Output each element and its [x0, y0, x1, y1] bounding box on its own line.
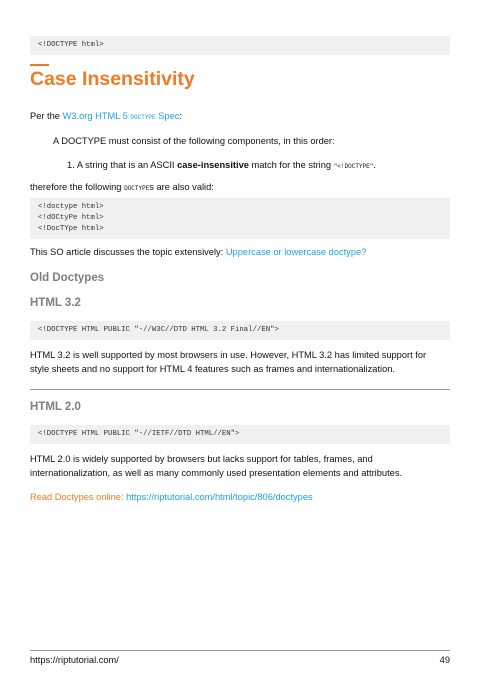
- spec-link-mono: DOCTYPE: [130, 114, 156, 121]
- so-article-paragraph: [30, 246, 366, 258]
- old-doctypes-heading: Old Doctypes: [30, 272, 105, 284]
- html32-line-1: HTML 3.2 is well supported by most browsers in use. However, HTML 3.2 has limited support for: [30, 350, 427, 360]
- code-line: <!DOCTYPE html>: [38, 41, 104, 49]
- page-number: 49: [439, 655, 450, 665]
- so-article-link[interactable]: Uppercase or lowercase doctype?: [225, 247, 367, 257]
- footer-divider: [30, 650, 450, 651]
- spec-link-text: W3.org HTML 5: [62, 111, 131, 121]
- html20-heading: HTML 2.0: [30, 401, 81, 413]
- read-online-label: Read Doctypes online:: [30, 492, 127, 502]
- html32-heading: HTML 3.2: [30, 297, 81, 309]
- spec-link-text-2: Spec: [155, 111, 180, 121]
- footer-url: https://riptutorial.com/: [30, 655, 119, 665]
- read-online-link[interactable]: https://riptutorial.com/html/topic/806/doctypes: [126, 492, 313, 502]
- so-article-text: This SO article discusses the topic extensively:: [30, 247, 226, 257]
- list-code: "<!DOCTYPE": [333, 163, 374, 170]
- spec-link[interactable]: [62, 111, 183, 121]
- code-line: <!DOCTYPE HTML PUBLIC "-//W3C//DTD HTML 3.2 Final//EN">: [38, 326, 279, 334]
- therefore-code: DOCTYPE: [124, 185, 150, 192]
- intro-suffix: :: [179, 111, 183, 121]
- intro-prefix: Per the: [30, 111, 63, 121]
- html20-line-1: HTML 2.0 is widely supported by browsers but lacks support for tables, frames, and: [30, 454, 373, 464]
- therefore-text: therefore the following: [30, 182, 125, 192]
- list-bold: case-insensitive: [177, 160, 249, 170]
- intro-paragraph: [30, 110, 182, 124]
- html32-code-block: [30, 321, 450, 340]
- html20-line-2: internationalization, as well as many commonly used presentation elements and attributes.: [30, 468, 403, 478]
- section-divider: [30, 389, 450, 390]
- heading-accent-bar: [30, 64, 49, 66]
- html20-code-block: [30, 425, 450, 444]
- therefore-text-2: s are also valid:: [149, 182, 214, 192]
- doctype-examples-code-block: [30, 198, 450, 239]
- list-number: 1.: [67, 160, 75, 170]
- list-text-3: .: [373, 160, 376, 170]
- read-online-line: [30, 491, 313, 503]
- list-text-2: match for the string: [248, 160, 334, 170]
- code-line: <!DocTYpe html>: [38, 225, 104, 233]
- list-item: [67, 159, 376, 173]
- page-title: Case Insensitivity: [30, 68, 195, 90]
- therefore-paragraph: [30, 181, 214, 195]
- code-line: <!DOCTYPE HTML PUBLIC "-//IETF//DTD HTML//EN">: [38, 430, 240, 438]
- code-line: <!doctype html>: [38, 203, 104, 211]
- top-code-block: [30, 36, 450, 55]
- html32-line-2: style sheets and no support for HTML 4 features such as frames and internationalization.: [30, 364, 396, 374]
- code-line: <!dOCtyPe html>: [38, 214, 104, 222]
- list-text: A string that is an ASCII: [76, 160, 178, 170]
- quote-paragraph: A DOCTYPE must consist of the following components, in this order:: [53, 136, 335, 146]
